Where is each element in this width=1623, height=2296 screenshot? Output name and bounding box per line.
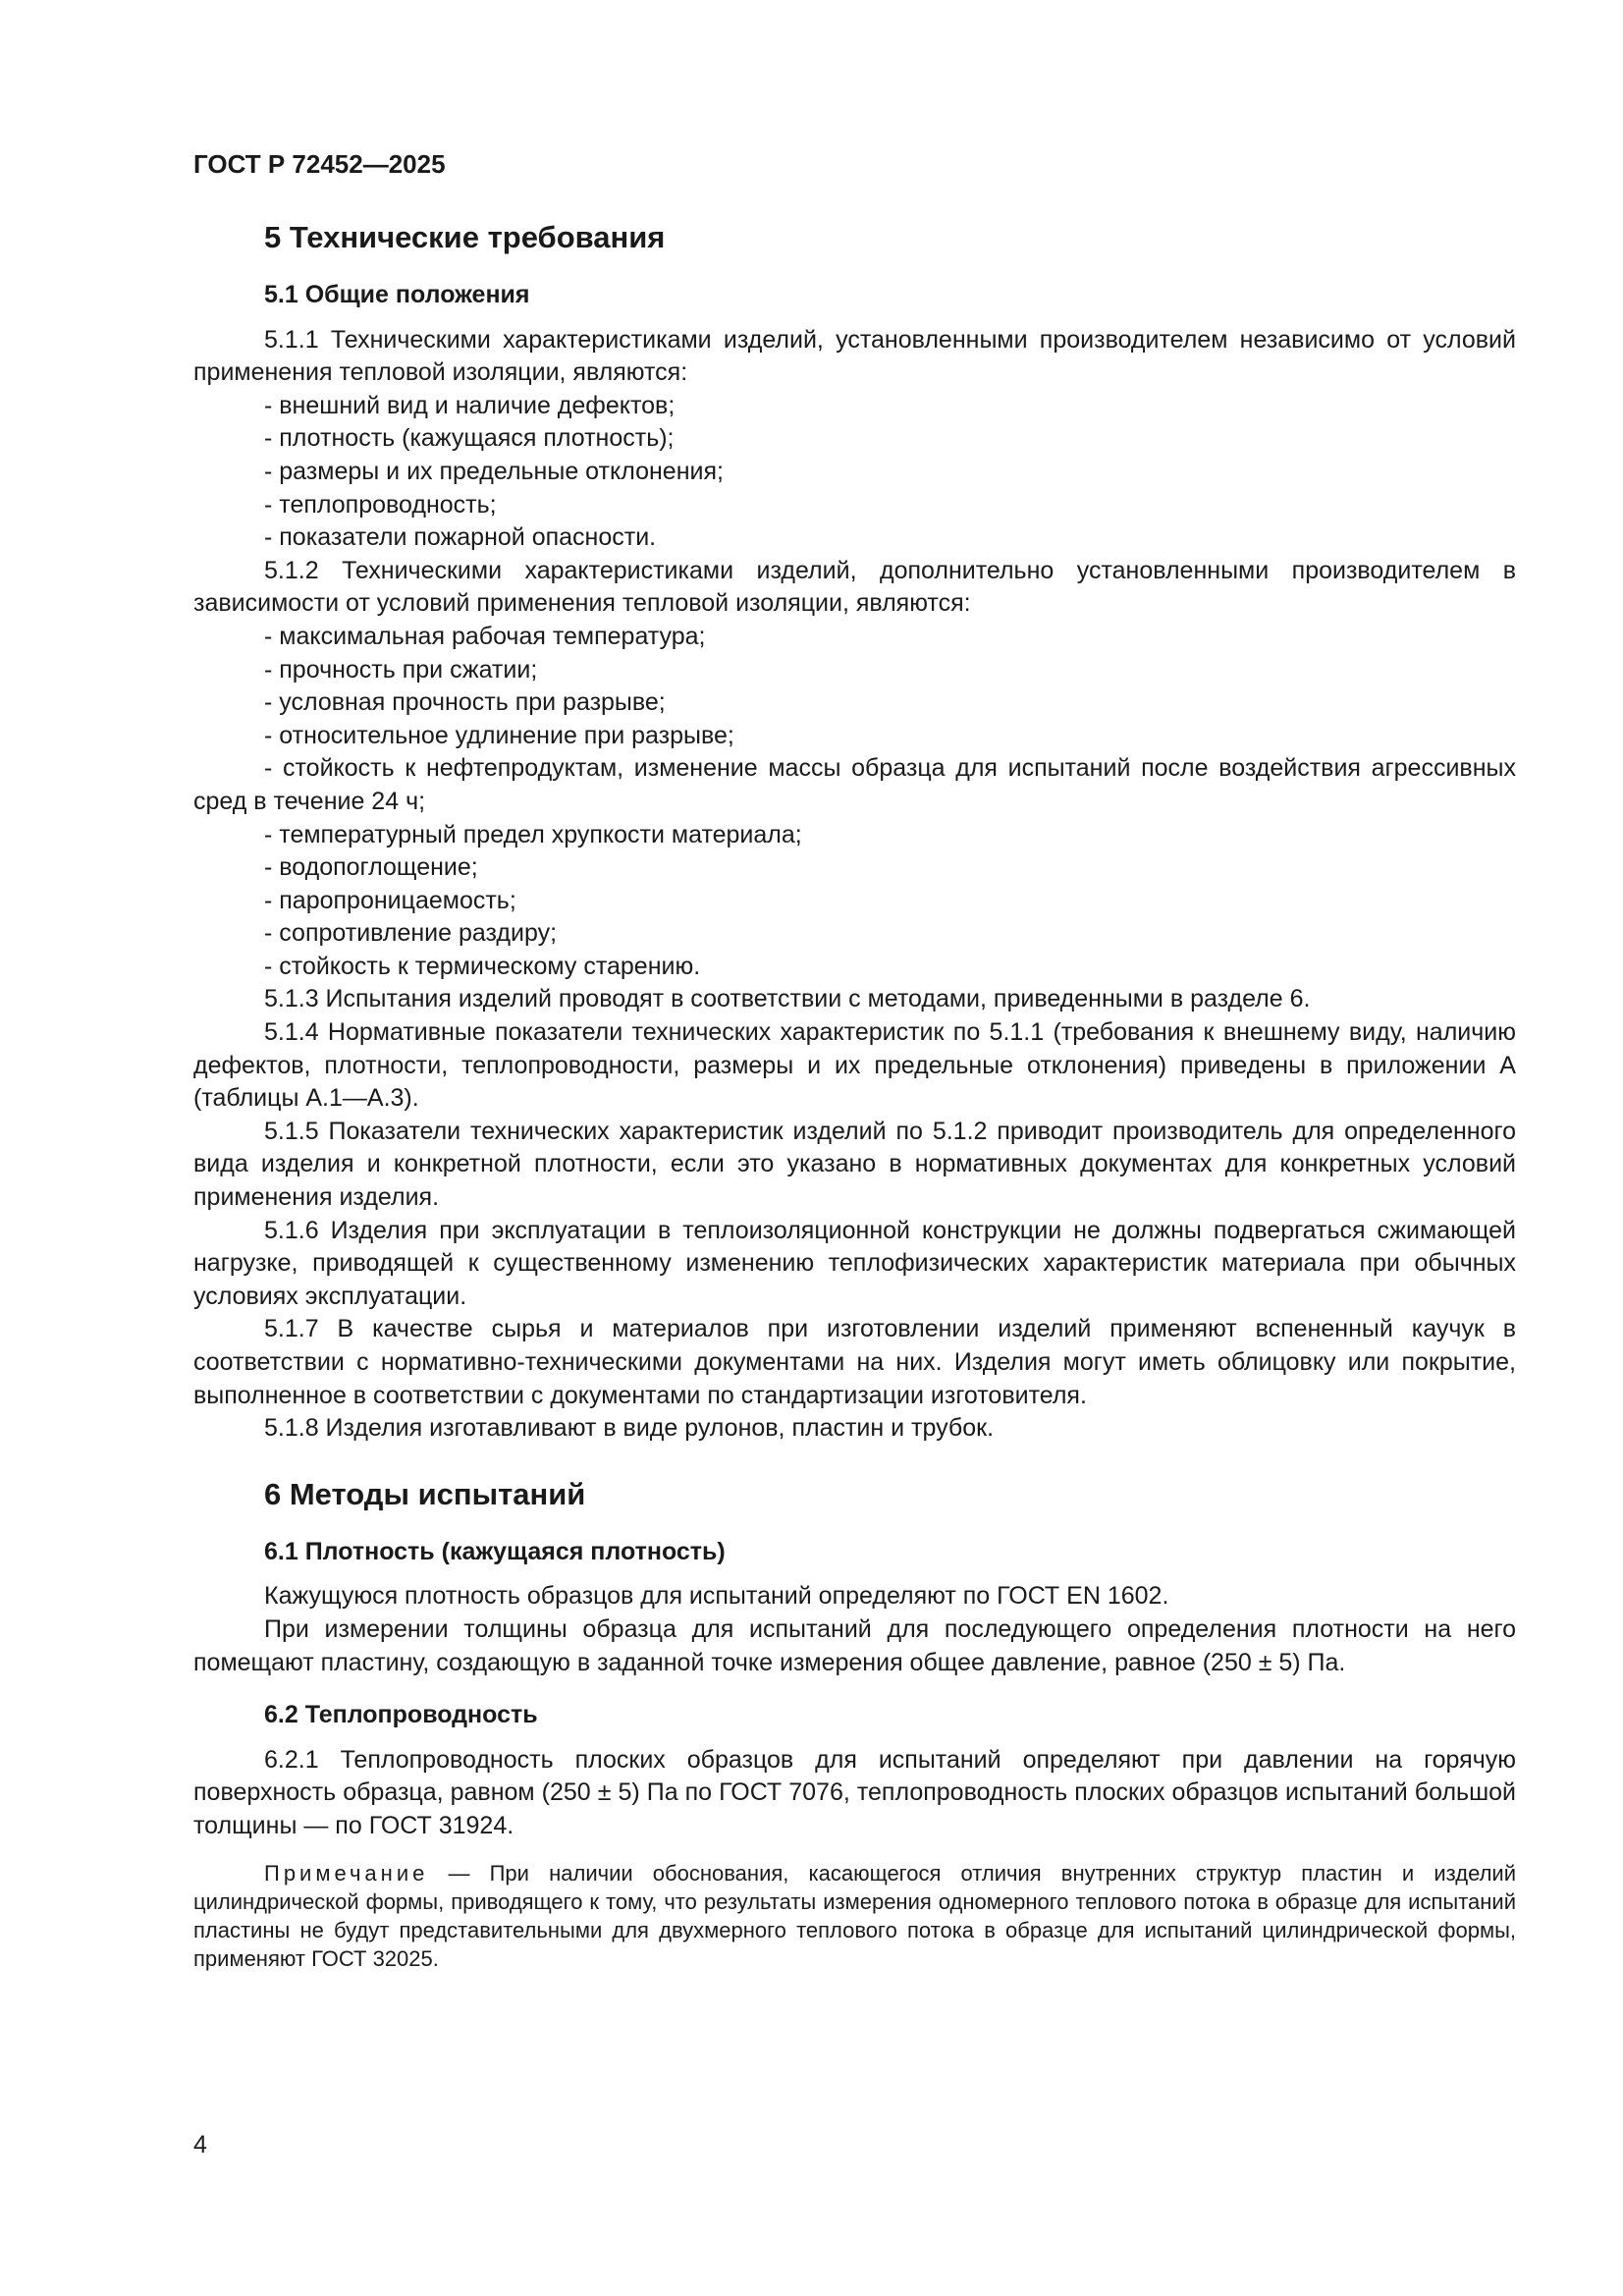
note-paragraph [193, 1859, 1516, 1973]
section-6-heading: 6 Методы испытаний [264, 1476, 586, 1511]
list-item: - показатели пожарной опасности. [264, 523, 657, 552]
subsection-6-2-heading: 6.2 Теплопроводность [264, 1701, 538, 1729]
list-item: - температурный предел хрупкости материала; [264, 820, 802, 848]
list-item: - прочность при сжатии; [264, 655, 538, 683]
list-item: - условная прочность при разрыве; [264, 688, 666, 717]
paragraph-6-2-1: 6.2.1 Теплопроводность плоских образцов для испытаний определяют при давлении на горячую поверхность образца, равном (250 ± 5) Па по ГОСТ 7076, теплопроводность плоских образцов испытаний большой толщины — по ГОСТ 31924. [193, 1745, 1516, 1839]
paragraph-5-1-5: 5.1.5 Показатели технических характеристик изделий по 5.1.2 приводит производитель для определенного вида изделия и конкретной плотности, если это указано в нормативных документах для конкретных условий применения изделия. [193, 1117, 1516, 1212]
paragraph-6-1-a: Кажущуюся плотность образцов для испытаний определяют по ГОСТ EN 1602. [264, 1582, 1169, 1611]
note-text: — При наличии обоснования, касающегося отличия внутренних структур пластин и изделий цилиндрической формы, приводящего к тому, что результаты измерения одномерного теплового потока в образце для испытаний пластины не будут представительными для двухмерного теплового потока в образце для испытаний цилиндрической формы, применяют ГОСТ 32025. [193, 1860, 1516, 1971]
page-content [193, 218, 1516, 1973]
list-item: - относительное удлинение при разрыве; [264, 721, 734, 749]
list-item: - теплопроводность; [264, 490, 497, 519]
list-item: - сопротивление раздиру; [264, 919, 558, 948]
page-number: 4 [193, 2131, 207, 2159]
list-item: - водопоглощение; [264, 853, 478, 882]
subsection-5-1-heading: 5.1 Общие положения [264, 281, 530, 308]
subsection-6-1-heading: 6.1 Плотность (кажущаяся плотность) [264, 1537, 726, 1565]
section-5-heading: 5 Технические требования [264, 220, 666, 254]
paragraph-5-1-4: 5.1.4 Нормативные показатели технических характеристик по 5.1.1 (требования к внешнему виду, наличию дефектов, плотности, теплопроводности, размеры и их предельные отклонения) приведены в приложении А (таблицы А.1—А.3). [193, 1018, 1516, 1113]
note-label: Примечание [264, 1860, 429, 1886]
paragraph-5-1-6: 5.1.6 Изделия при эксплуатации в теплоизоляционной конструкции не должны подвергаться сжимающей нагрузке, приводящей к существенному изменению теплофизических характеристик материала при обычных условиях эксплуатации. [193, 1216, 1516, 1310]
list-item: - стойкость к нефтепродуктам, изменение массы образца для испытаний после воздействия агрессивных сред в течение 24 ч; [193, 754, 1516, 815]
paragraph-5-1-7: 5.1.7 В качестве сырья и материалов при изготовлении изделий применяют вспененный каучук в соответствии с нормативно-техническими документами на них. Изделия могут иметь облицовку или покрытие, выполненное в соответствии с документами по стандартизации изготовителя. [193, 1315, 1516, 1409]
page-header: ГОСТ Р 72452—2025 [193, 149, 446, 179]
list-item: - размеры и их предельные отклонения; [264, 457, 724, 485]
list-item: - внешний вид и наличие дефектов; [264, 391, 676, 419]
paragraph-5-1-3: 5.1.3 Испытания изделий проводят в соответствии с методами, приведенными в разделе 6. [264, 985, 1311, 1013]
list-item: - паропроницаемость; [264, 886, 516, 914]
paragraph-6-1-b: При измерении толщины образца для испытаний для последующего определения плотности на него помещают пластину, создающую в заданной точке измерения общее давление, равное (250 ± 5) Па. [193, 1614, 1516, 1676]
list-item: - максимальная рабочая температура; [264, 622, 706, 650]
list-item: - стойкость к термическому старению. [264, 952, 701, 980]
paragraph-5-1-2: 5.1.2 Техническими характеристиками изделий, дополнительно установленными производителем в зависимости от условий применения тепловой изоляции, являются: [193, 556, 1516, 618]
paragraph-5-1-8: 5.1.8 Изделия изготавливают в виде рулонов, пластин и трубок. [264, 1414, 995, 1443]
list-item: - плотность (кажущаяся плотность); [264, 424, 675, 453]
paragraph-5-1-1: 5.1.1 Техническими характеристиками изделий, установленными производителем независимо от условий применения тепловой изоляции, являются: [193, 325, 1516, 387]
